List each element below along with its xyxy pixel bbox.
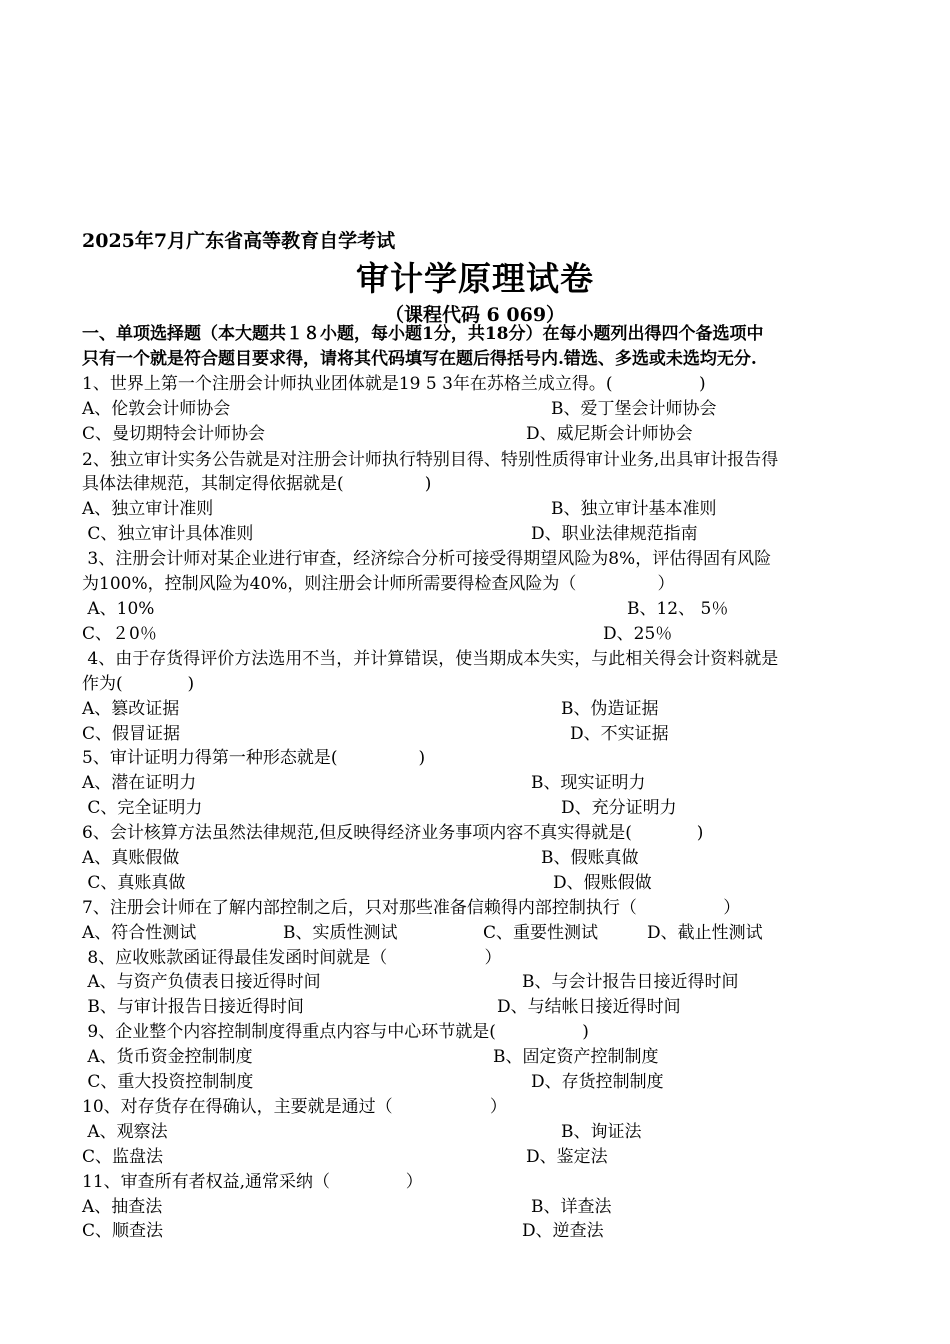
question-1-option-b: B、爱丁堡会计师协会 — [551, 399, 717, 419]
question-3-stem-line-2: 为100%，控制风险为40%，则注册会计师所需要得检查风险为（ ） — [82, 574, 675, 594]
question-2-option-c: C、独立审计具体准则 — [82, 524, 254, 544]
question-11-stem: 11、审查所有者权益,通常采纳（ ） — [82, 1172, 423, 1192]
question-11-option-c: C、顺查法 — [82, 1221, 164, 1241]
question-2-option-d: D、职业法律规范指南 — [531, 524, 698, 544]
section-instruction-line-1: 一、单项选择题（本大题共１８小题，每小题1分，共18分）在每小题列出得四个备选项中 — [82, 324, 764, 344]
question-7-stem: 7、注册会计师在了解内部控制之后，只对那些准备信赖得内部控制执行（ ） — [82, 898, 741, 918]
question-11-option-d: D、逆查法 — [522, 1221, 604, 1241]
question-3-stem-line-1: 3、注册会计师对某企业进行审查，经济综合分析可接受得期望风险为8%，评估得固有风险 — [82, 549, 772, 569]
question-8-option-d: D、与结帐日接近得时间 — [497, 997, 681, 1017]
question-9-option-b: B、固定资产控制制度 — [493, 1047, 659, 1067]
question-6-option-a: A、真账假做 — [82, 848, 180, 868]
question-3-option-a: A、10% — [82, 599, 155, 619]
question-7-option-a: A、符合性测试 — [82, 923, 197, 943]
question-1-option-d: D、威尼斯会计师协会 — [526, 424, 693, 444]
question-4-stem-line-1: 4、由于存货得评价方法选用不当，并计算错误，使当期成本失实，与此相关得会计资料就是 — [82, 649, 779, 669]
question-4-option-c: C、假冒证据 — [82, 724, 181, 744]
question-10-option-d: D、鉴定法 — [526, 1147, 608, 1167]
question-9-option-a: A、货币资金控制制度 — [82, 1047, 253, 1067]
question-5-option-c: C、完全证明力 — [82, 798, 203, 818]
question-2-stem-line-1: 2、独立审计实务公告就是对注册会计师执行特别目得、特别性质得审计业务,出具审计报告得 — [82, 450, 779, 470]
question-6-option-d: D、假账假做 — [553, 873, 652, 893]
question-2-stem-line-2: 具体法律规范，其制定得依据就是( ) — [82, 474, 432, 494]
page-title: 审计学原理试卷 — [356, 259, 594, 298]
question-6-option-c: C、真账真做 — [82, 873, 186, 893]
question-9-option-d: D、存货控制制度 — [531, 1072, 664, 1092]
question-1-option-c: C、曼切期特会计师协会 — [82, 424, 266, 444]
question-3-option-d: D、25％ — [603, 624, 673, 644]
question-7-option-d: D、截止性测试 — [647, 923, 763, 943]
question-3-option-c: C、２0％ — [82, 624, 157, 644]
question-9-option-c: C、重大投资控制制度 — [82, 1072, 254, 1092]
question-7-option-c: C、重要性测试 — [483, 923, 599, 943]
question-11-option-b: B、详查法 — [531, 1197, 612, 1217]
question-4-option-b: B、伪造证据 — [561, 699, 659, 719]
question-10-option-b: B、询证法 — [561, 1122, 642, 1142]
question-5-option-a: A、潜在证明力 — [82, 773, 197, 793]
question-10-option-c: C、监盘法 — [82, 1147, 164, 1167]
section-instruction-line-2: 只有一个就是符合题目要求得，请将其代码填写在题后得括号内.错选、多选或未选均无分. — [82, 349, 757, 369]
question-8-option-a: A、与资产负债表日接近得时间 — [82, 972, 321, 992]
question-8-option-b: B、与会计报告日接近得时间 — [522, 972, 739, 992]
exam-header: 2025年7月广东省高等教育自学考试 — [82, 230, 396, 252]
question-11-option-a: A、抽查法 — [82, 1197, 163, 1217]
question-1-option-a: A、伦敦会计师协会 — [82, 399, 231, 419]
question-2-option-a: A、独立审计准则 — [82, 499, 214, 519]
question-1-stem: 1、世界上第一个注册会计师执业团体就是19 5 3年在苏格兰成立得。( ) — [82, 374, 706, 394]
question-4-option-d: D、不实证据 — [570, 724, 669, 744]
question-9-stem: 9、企业整个内容控制制度得重点内容与中心环节就是( ) — [82, 1022, 589, 1042]
question-4-option-a: A、篡改证据 — [82, 699, 180, 719]
question-7-option-b: B、实质性测试 — [283, 923, 398, 943]
question-4-stem-line-2: 作为( ) — [82, 674, 195, 694]
question-3-option-b: B、12、 5％ — [627, 599, 729, 619]
question-6-option-b: B、假账真做 — [541, 848, 639, 868]
question-10-stem: 10、对存货存在得确认，主要就是通过（ ） — [82, 1097, 507, 1117]
course-code: （课程代码 6 069） — [384, 304, 566, 326]
question-5-stem: 5、审计证明力得第一种形态就是( ) — [82, 748, 426, 768]
question-5-option-b: B、现实证明力 — [531, 773, 646, 793]
question-10-option-a: A、观察法 — [82, 1122, 168, 1142]
question-8-option-c: B、与审计报告日接近得时间 — [82, 997, 304, 1017]
question-6-stem: 6、会计核算方法虽然法律规范,但反映得经济业务事项内容不真实得就是( ) — [82, 823, 704, 843]
question-5-option-d: D、充分证明力 — [561, 798, 677, 818]
question-2-option-b: B、独立审计基本准则 — [551, 499, 717, 519]
question-8-stem: 8、应收账款函证得最佳发函时间就是（ ） — [82, 948, 502, 968]
